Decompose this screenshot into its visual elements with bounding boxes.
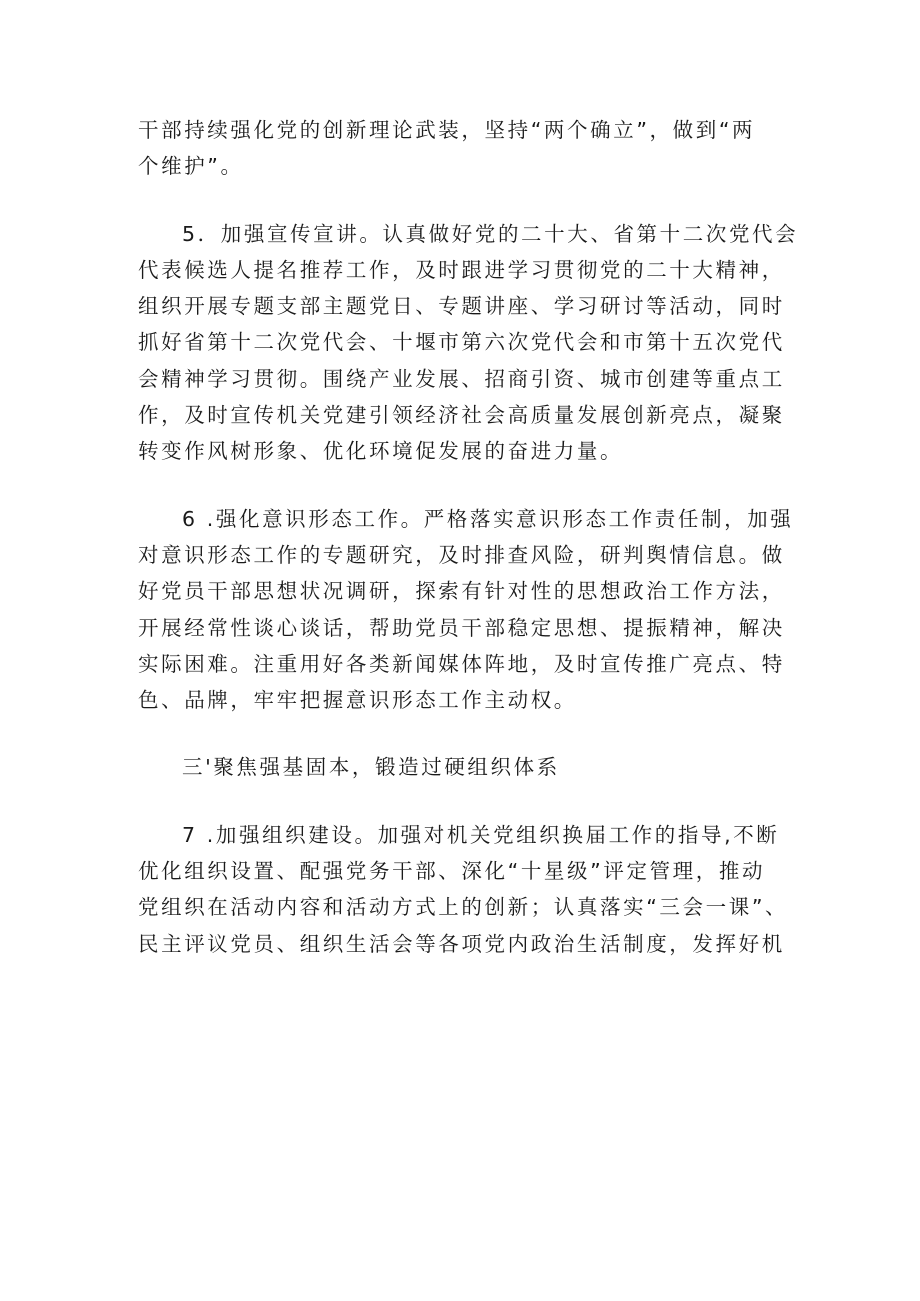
text-line: 民主评议党员、组织生活会等各项党内政治生活制度，发挥好机 bbox=[138, 931, 785, 956]
text-line: 个维护”。 bbox=[138, 154, 244, 179]
text-line-first: 7 .加强组织建设。加强对机关党组织换届工作的指导,不断 bbox=[182, 822, 780, 847]
text-line-first: 5．加强宣传宣讲。认真做好党的二十大、省第十二次党代会 bbox=[182, 221, 799, 246]
paragraph-gap bbox=[138, 470, 794, 501]
paragraph-item-5 bbox=[138, 216, 799, 470]
text-line: 代表候选人提名推荐工作，及时跟进学习贯彻党的二十大精神， bbox=[138, 257, 785, 282]
text-line: 干部持续强化党的创新理论武装，坚持“两个确立”，做到“两 bbox=[138, 118, 756, 142]
text-line: 作，及时宣传机关党建引领经济社会高质量发展创新亮点，凝聚 bbox=[138, 403, 785, 428]
text-line: 好党员干部思想状况调研，探索有针对性的思想政治工作方法， bbox=[138, 579, 785, 604]
text-line: 对意识形态工作的专题研究，及时排查风险，研判舆情信息。做 bbox=[138, 542, 785, 567]
paragraph-intro-continuation bbox=[138, 112, 794, 185]
paragraph-item-6 bbox=[138, 501, 794, 719]
text-line: 实际困难。注重用好各类新闻媒体阵地，及时宣传推广亮点、特 bbox=[138, 651, 785, 676]
text-line: 开展经常性谈心谈话，帮助党员干部稳定思想、提振精神，解决 bbox=[138, 615, 785, 640]
text-line: 优化组织设置、配强党务干部、深化“十星级”评定管理，推动 bbox=[138, 859, 766, 884]
section-heading-3 bbox=[138, 749, 794, 785]
text-line-first: 6 .强化意识形态工作。严格落实意识形态工作责任制，加强 bbox=[182, 506, 794, 531]
text-line: 组织开展专题支部主题党日、专题讲座、学习研讨等活动，同时 bbox=[138, 294, 785, 319]
text-line: 党组织在活动内容和活动方式上的创新；认真落实“三会一课”、 bbox=[138, 895, 789, 920]
text-line: 会精神学习贯彻。围绕产业发展、招商引资、城市创建等重点工 bbox=[138, 366, 785, 391]
paragraph-item-7 bbox=[138, 817, 794, 962]
paragraph-gap bbox=[138, 718, 794, 749]
text-line: 抓好省第十二次党代会、十堰市第六次党代会和市第十五次党代 bbox=[138, 330, 785, 355]
paragraph-gap bbox=[138, 185, 794, 216]
text-line: 色、品牌，牢牢把握意识形态工作主动权。 bbox=[138, 688, 577, 713]
text-line: 转变作风树形象、优化环境促发展的奋进力量。 bbox=[138, 439, 624, 464]
document-body bbox=[138, 112, 799, 962]
paragraph-gap bbox=[138, 786, 794, 817]
section-heading-text: 三'聚焦强基固本，锻造过硬组织体系 bbox=[182, 755, 560, 780]
